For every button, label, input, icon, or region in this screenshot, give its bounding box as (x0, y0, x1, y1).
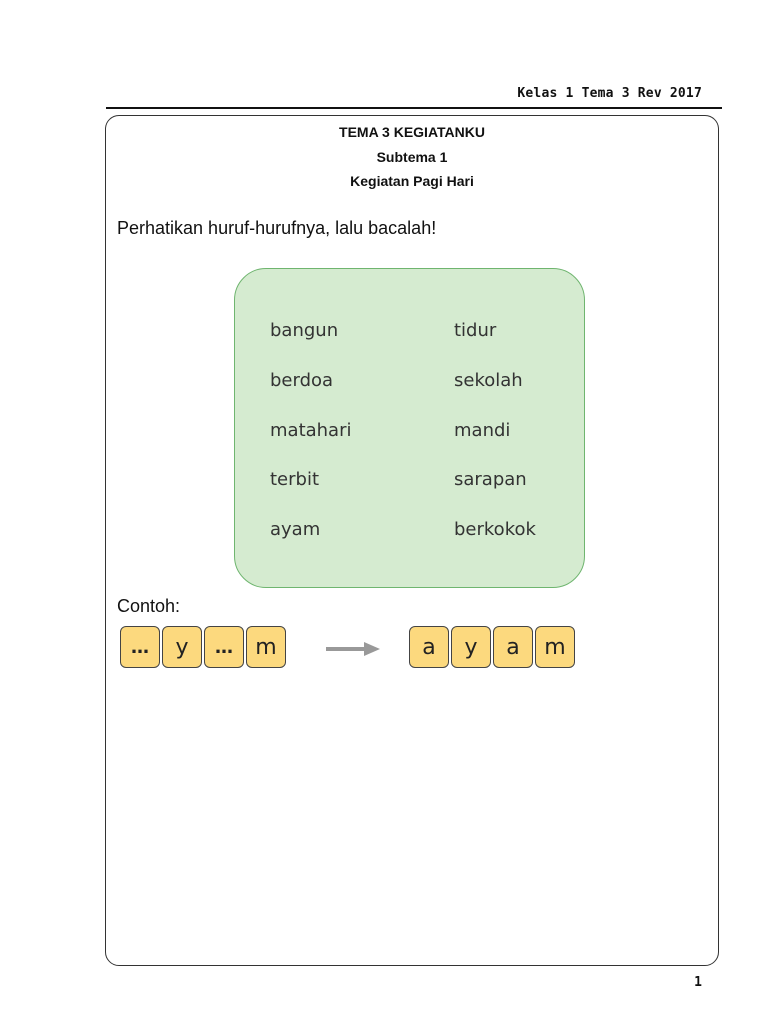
letter-tile-answer: a (493, 626, 533, 668)
subtheme-title: Subtema 1 (376, 149, 448, 165)
word-item: sarapan (454, 469, 527, 490)
letter-tile: m (246, 626, 286, 668)
letter-tile-answer: y (451, 626, 491, 668)
word-item: matahari (270, 420, 352, 441)
letter-tile-blank: … (120, 626, 160, 668)
word-item: terbit (270, 469, 320, 490)
letter-tile-answer: m (535, 626, 575, 668)
letter-tile-blank: … (204, 626, 244, 668)
header-text: Kelas 1 Tema 3 Rev 2017 (517, 86, 702, 101)
word-item: ayam (270, 519, 321, 540)
word-item: tidur (454, 320, 497, 341)
theme-title: TEMA 3 KEGIATANKU (339, 124, 485, 140)
instruction-text: Perhatikan huruf-hurufnya, lalu bacalah! (117, 218, 437, 238)
letter-tile: y (162, 626, 202, 668)
header-divider (106, 107, 722, 109)
word-item: mandi (454, 420, 511, 441)
word-item: berdoa (270, 370, 334, 391)
word-item: berkokok (454, 519, 536, 540)
example-label: Contoh: (117, 596, 181, 616)
letter-tile-answer: a (409, 626, 449, 668)
right-arrow-icon (324, 640, 382, 658)
word-item: sekolah (454, 370, 523, 391)
page-number: 1 (694, 975, 702, 990)
lesson-title: Kegiatan Pagi Hari (350, 173, 474, 189)
word-item: bangun (270, 320, 339, 341)
